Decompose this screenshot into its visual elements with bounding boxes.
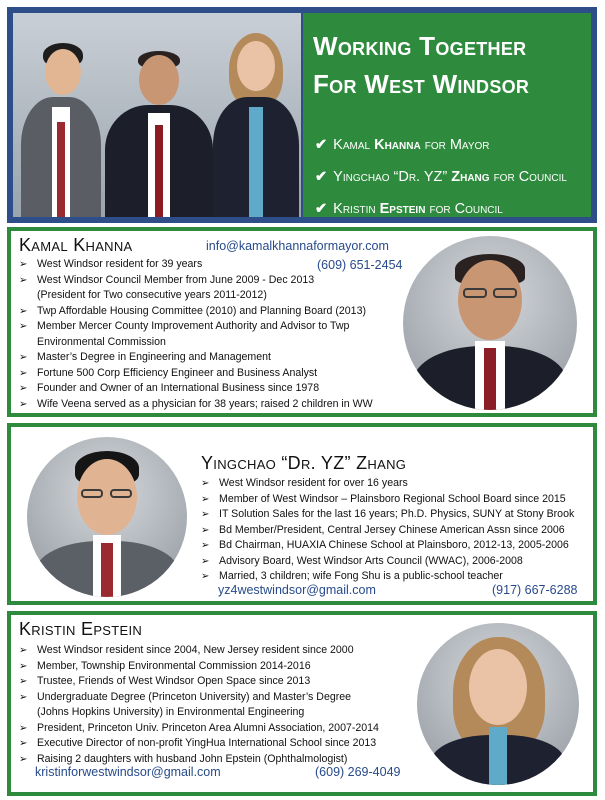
portrait-khanna bbox=[403, 236, 577, 410]
slogan-panel bbox=[303, 13, 591, 217]
person-zhang bbox=[21, 37, 101, 217]
person-khanna bbox=[105, 49, 213, 217]
header-banner bbox=[7, 7, 597, 223]
bio-list bbox=[201, 476, 593, 585]
checkmark-icon: ✔ bbox=[315, 137, 328, 153]
candidate-card-epstein bbox=[7, 611, 597, 796]
bio-item: ➢ West Windsor Council Member from June 2009 - Dec 2013 (President for Two consecutive years 2011-2012) bbox=[19, 273, 399, 304]
bio-item: ➢ Member of West Windsor – Plainsboro Regional School Board since 2015 bbox=[201, 492, 593, 508]
bio-list bbox=[19, 257, 399, 412]
candidate-card-zhang bbox=[7, 423, 597, 605]
candidate-card-khanna bbox=[7, 227, 597, 417]
bio-item: ➢ Bd Chairman, HUAXIA Chinese School at Plainsboro, 2012-13, 2005-2006 bbox=[201, 538, 593, 554]
bio-item: ➢ IT Solution Sales for the last 16 years; Ph.D. Physics, SUNY at Stony Brook bbox=[201, 507, 593, 523]
portrait-epstein bbox=[417, 623, 579, 785]
bio-item: ➢ Member Mercer County Improvement Authority and Advisor to Twp Environmental Commission bbox=[19, 319, 399, 350]
checkmark-icon: ✔ bbox=[315, 201, 328, 217]
bio-item: ➢ President, Princeton Univ. Princeton Area Alumni Association, 2007-2014 bbox=[19, 721, 419, 737]
candidate-item-epstein: ✔ Kristin Epstein for Council bbox=[315, 201, 503, 217]
candidate-list bbox=[315, 129, 567, 225]
bio-item: ➢ Married, 3 children; wife Fong Shu is a public-school teacher bbox=[201, 569, 593, 585]
group-photo bbox=[13, 13, 301, 217]
checkmark-icon: ✔ bbox=[315, 169, 328, 185]
bio-item: ➢ Wife Veena served as a physician for 38 years; raised 2 children in WW bbox=[19, 397, 399, 413]
slogan-line-1: Working Together bbox=[313, 31, 527, 61]
candidate-name: Yingchao “Dr. YZ” Zhang bbox=[201, 453, 407, 473]
bio-item: ➢ Undergraduate Degree (Princeton University) and Master’s Degree (Johns Hopkins University) in Environmental Engineering bbox=[19, 690, 419, 721]
slogan-title bbox=[313, 27, 583, 103]
candidate-item-khanna: ✔ Kamal Khanna for Mayor bbox=[315, 137, 490, 153]
bio-item: ➢ Twp Affordable Housing Committee (2010) and Planning Board (2013) bbox=[19, 304, 399, 320]
bio-item: ➢ Bd Member/President, Central Jersey Chinese American Assn since 2006 bbox=[201, 523, 593, 539]
bio-list bbox=[19, 643, 419, 767]
phone-number: (609) 651-2454 bbox=[317, 258, 403, 272]
phone-number: (609) 269-4049 bbox=[315, 765, 401, 779]
portrait-zhang bbox=[27, 437, 187, 597]
slogan-line-2: For West Windsor bbox=[313, 69, 530, 99]
email-link[interactable]: kristinforwestwindsor@gmail.com bbox=[35, 765, 221, 779]
bio-item: ➢ Raising 2 daughters with husband John Epstein (Ophthalmologist) bbox=[19, 752, 419, 768]
bio-item: ➢ Master’s Degree in Engineering and Management bbox=[19, 350, 399, 366]
candidate-name: Kristin Epstein bbox=[19, 619, 143, 639]
person-epstein bbox=[213, 31, 299, 217]
email-link[interactable]: yz4westwindsor@gmail.com bbox=[218, 583, 376, 597]
bio-item: ➢ Executive Director of non-profit YingHua International School since 2013 bbox=[19, 736, 419, 752]
bio-item: ➢ West Windsor resident since 2004, New Jersey resident since 2000 bbox=[19, 643, 419, 659]
bio-item: ➢ Fortune 500 Corp Efficiency Engineer and Business Analyst bbox=[19, 366, 399, 382]
bio-item: ➢ West Windsor resident for over 16 years bbox=[201, 476, 593, 492]
candidate-item-zhang: ✔ Yingchao “Dr. YZ” Zhang for Council bbox=[315, 169, 567, 185]
candidate-name: Kamal Khanna bbox=[19, 235, 133, 255]
email-link[interactable]: info@kamalkhannaformayor.com bbox=[206, 239, 389, 253]
phone-number: (917) 667-6288 bbox=[492, 583, 578, 597]
bio-item: ➢ Trustee, Friends of West Windsor Open Space since 2013 bbox=[19, 674, 419, 690]
bio-item: ➢ Founder and Owner of an International Business since 1978 bbox=[19, 381, 399, 397]
bio-item: ➢ Advisory Board, West Windsor Arts Council (WWAC), 2006-2008 bbox=[201, 554, 593, 570]
bio-item: ➢ Member, Township Environmental Commission 2014-2016 bbox=[19, 659, 419, 675]
bio-item: ➢ West Windsor resident for 39 years bbox=[19, 257, 399, 273]
